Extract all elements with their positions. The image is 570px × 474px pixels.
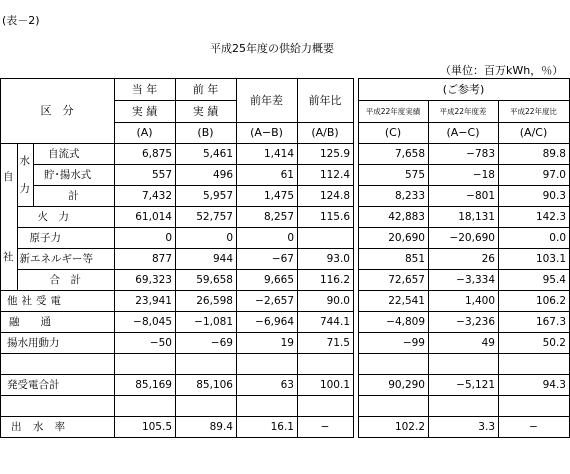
cell-c: −4,809 — [359, 312, 429, 333]
row-label: 融 通 — [1, 312, 115, 333]
header-current-2: 実 績 — [115, 101, 176, 123]
cell-ratio: − — [298, 417, 354, 438]
cell-ratio: 93.0 — [298, 249, 354, 270]
cell-acr: 95.4 — [499, 270, 570, 291]
row-label: 発受電合計 — [1, 375, 115, 396]
cell-ac: −3,334 — [429, 270, 499, 291]
cell-c: 102.2 — [359, 417, 429, 438]
cell-acr: 89.8 — [499, 144, 570, 165]
cell-c: 72,657 — [359, 270, 429, 291]
cell-c: 22,541 — [359, 291, 429, 312]
cell-acr: 106.2 — [499, 291, 570, 312]
cell-ratio: 744.1 — [298, 312, 354, 333]
cell-acr: − — [499, 417, 570, 438]
header-previous-3: (B) — [176, 123, 237, 144]
cell-ac: −5,121 — [429, 375, 499, 396]
cell-c: 7,658 — [359, 144, 429, 165]
row-label: 火 力 — [17, 207, 115, 228]
header-ratio-2: (A/B) — [298, 123, 354, 144]
cell-c: 42,883 — [359, 207, 429, 228]
cell-c: 90,290 — [359, 375, 429, 396]
header-current-3: (A) — [115, 123, 176, 144]
cell-ratio — [298, 228, 354, 249]
cell-a: 85,169 — [115, 375, 176, 396]
cell-ratio: 100.1 — [298, 375, 354, 396]
side-label-own: 自 社 — [1, 144, 18, 291]
cell-ratio: 115.6 — [298, 207, 354, 228]
table-number: (表－2) — [2, 14, 40, 27]
cell-ac: 3.3 — [429, 417, 499, 438]
cell-diff: 8,257 — [237, 207, 298, 228]
cell-b: −69 — [176, 333, 237, 354]
cell-ratio: 124.8 — [298, 186, 354, 207]
cell-b: 59,658 — [176, 270, 237, 291]
cell-c: 8,233 — [359, 186, 429, 207]
cell-ac: −18 — [429, 165, 499, 186]
cell-a: 23,941 — [115, 291, 176, 312]
header-h22: 平成22年度実績 — [359, 101, 429, 123]
cell-acr: 90.3 — [499, 186, 570, 207]
cell-ac: 26 — [429, 249, 499, 270]
cell-a: 105.5 — [115, 417, 176, 438]
row-label: 新エネルギー等 — [17, 249, 115, 270]
cell-c: −99 — [359, 333, 429, 354]
row-label: 計 — [34, 186, 115, 207]
cell-a: 557 — [115, 165, 176, 186]
cell-diff: 16.1 — [237, 417, 298, 438]
header-previous: 前 年 — [176, 79, 237, 101]
cell-a: −50 — [115, 333, 176, 354]
cell-acr: 103.1 — [499, 249, 570, 270]
cell-b: 5,461 — [176, 144, 237, 165]
cell-acr: 50.2 — [499, 333, 570, 354]
cell-acr: 97.0 — [499, 165, 570, 186]
cell-diff: −2,657 — [237, 291, 298, 312]
cell-ratio: 71.5 — [298, 333, 354, 354]
supply-table — [0, 78, 570, 438]
header-diff: 前年差 — [237, 79, 298, 123]
cell-ac: −801 — [429, 186, 499, 207]
cell-a: −8,045 — [115, 312, 176, 333]
cell-b: 5,957 — [176, 186, 237, 207]
cell-a: 0 — [115, 228, 176, 249]
row-label: 貯･揚水式 — [34, 165, 115, 186]
cell-b: 944 — [176, 249, 237, 270]
header-h22-ratio-2: (A/C) — [499, 123, 570, 144]
header-reference: (ご参考) — [359, 79, 570, 101]
header-diff-2: (A−B) — [237, 123, 298, 144]
header-h22-diff: 平成22年度差 — [429, 101, 499, 123]
table-title: 平成25年度の供給力概要 — [210, 42, 334, 55]
cell-c: 20,690 — [359, 228, 429, 249]
cell-ratio: 112.4 — [298, 165, 354, 186]
cell-diff: 0 — [237, 228, 298, 249]
cell-acr: 0.0 — [499, 228, 570, 249]
cell-b: 52,757 — [176, 207, 237, 228]
cell-ac: −783 — [429, 144, 499, 165]
cell-a: 61,014 — [115, 207, 176, 228]
cell-ratio: 125.9 — [298, 144, 354, 165]
header-ratio: 前年比 — [298, 79, 354, 123]
cell-ac: −20,690 — [429, 228, 499, 249]
cell-b: 0 — [176, 228, 237, 249]
cell-ac: −3,236 — [429, 312, 499, 333]
unit-note: （単位：百万kWh，％） — [440, 64, 564, 77]
cell-a: 69,323 — [115, 270, 176, 291]
cell-acr: 94.3 — [499, 375, 570, 396]
cell-b: 496 — [176, 165, 237, 186]
row-label: 他社受電 — [1, 291, 115, 312]
header-current: 当 年 — [115, 79, 176, 101]
row-label: 揚水用動力 — [1, 333, 115, 354]
side-label-hydro: 水 力 — [17, 144, 34, 207]
cell-a: 6,875 — [115, 144, 176, 165]
header-h22-diff-2: (A−C) — [429, 123, 499, 144]
cell-acr: 167.3 — [499, 312, 570, 333]
cell-ratio: 90.0 — [298, 291, 354, 312]
cell-b: 26,598 — [176, 291, 237, 312]
cell-a: 877 — [115, 249, 176, 270]
header-category: 区 分 — [1, 79, 115, 144]
cell-a: 7,432 — [115, 186, 176, 207]
cell-diff: 61 — [237, 165, 298, 186]
header-previous-2: 実 績 — [176, 101, 237, 123]
row-label: 原子力 — [17, 228, 115, 249]
cell-b: −1,081 — [176, 312, 237, 333]
cell-ac: 49 — [429, 333, 499, 354]
cell-diff: −67 — [237, 249, 298, 270]
cell-b: 89.4 — [176, 417, 237, 438]
cell-diff: 63 — [237, 375, 298, 396]
cell-ac: 1,400 — [429, 291, 499, 312]
cell-c: 575 — [359, 165, 429, 186]
header-h22-ratio: 平成22年度比 — [499, 101, 570, 123]
row-label: 自流式 — [34, 144, 115, 165]
cell-diff: 1,414 — [237, 144, 298, 165]
cell-diff: 9,665 — [237, 270, 298, 291]
cell-diff: −6,964 — [237, 312, 298, 333]
cell-acr: 142.3 — [499, 207, 570, 228]
cell-diff: 1,475 — [237, 186, 298, 207]
cell-b: 85,106 — [176, 375, 237, 396]
cell-c: 851 — [359, 249, 429, 270]
header-h22-2: (C) — [359, 123, 429, 144]
row-label: 合 計 — [17, 270, 115, 291]
cell-ratio: 116.2 — [298, 270, 354, 291]
cell-diff: 19 — [237, 333, 298, 354]
row-label: 出 水 率 — [1, 417, 115, 438]
cell-ac: 18,131 — [429, 207, 499, 228]
